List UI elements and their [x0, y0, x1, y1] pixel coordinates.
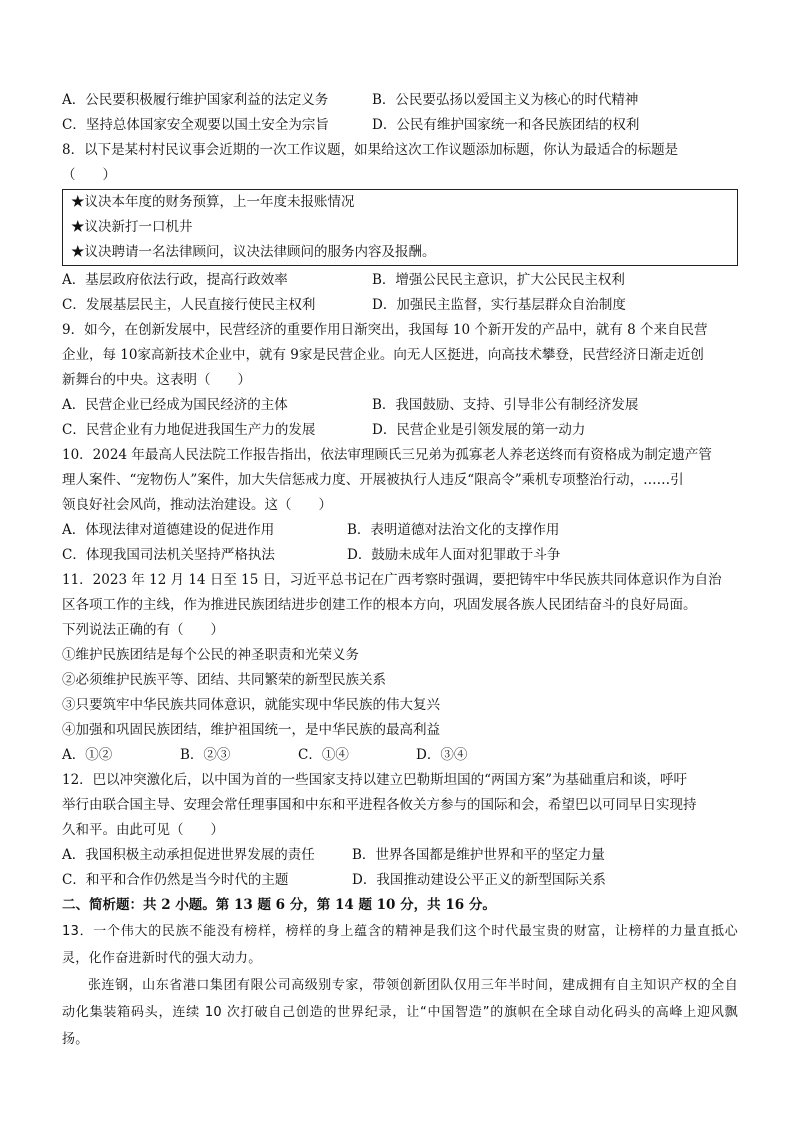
q11-stem-line1: 11．2023 年 12 月 14 日至 15 日，习近平总书记在广西考察时强调，要把铸牢中华民族共同体意识作为自治 — [62, 572, 722, 588]
q10-stem-line2: 理人案件、“宠物伤人”案件，加大失信惩戒力度、开展被执行人违反“限高令”乘机专项整治行动，……引 — [62, 472, 684, 488]
q8-agenda-item: ★议决本年度的财务预算，上一年度未报账情况 — [71, 194, 355, 210]
q8-stem-line2: （ ） — [62, 167, 116, 183]
q9-stem-line3: 新舞台的中央。这表明（ ） — [62, 372, 251, 388]
q12-stem-line1: 12．巴以冲突激化后，以中国为首的一些国家支持以建立巴勒斯坦国的“两国方案”为基础重启和谈，呼吁 — [62, 772, 687, 788]
q13-paragraph-2: 张连钢，山东省港口集团有限公司高级别专家，带领创新团队仅用三年半时间，建成拥有自主知识产权的全自动化集装箱码头，连续 10 次打破自己创造的世界纪录，让“中国智造”的旗帜在全球自动化码头的高峰上迎风飘扬。 — [62, 978, 738, 1047]
q7-option-c[interactable]: C．坚持总体国家安全观要以国土安全为宗旨 — [62, 117, 329, 133]
q9-option-b[interactable]: B．我国鼓励、支持、引导非公有制经济发展 — [372, 397, 639, 413]
q8-option-d[interactable]: D．加强民主监督，实行基层群众自治制度 — [372, 297, 626, 313]
q10-option-d[interactable]: D．鼓励未成年人面对犯罪敢于斗争 — [347, 547, 561, 563]
q11-option-d[interactable]: D．③④ — [416, 747, 468, 763]
q9-stem-line2: 企业，每 10家高新技术企业中，就有 9家是民营企业。向无人区挺进，向高技术攀登，民营经济日渐走近创 — [62, 347, 704, 363]
q10-stem-line1: 10．2024 年最高人民法院工作报告指出，依法审理顾氏三兄弟为孤寡老人养老送终而有资格成为制定遗产管 — [62, 447, 712, 463]
q7-option-a[interactable]: A．公民要积极履行维护国家利益的法定义务 — [62, 92, 329, 108]
q9-options-row1 — [62, 393, 738, 418]
q12-stem-line2: 举行由联合国主导、安理会常任理事国和中东和平进程各攸关方参与的国际和会，希望巴以可同早日实现持 — [62, 797, 697, 813]
q8-options-row1 — [62, 268, 738, 293]
q8-option-b[interactable]: B．增强公民民主意识，扩大公民民主权利 — [372, 272, 625, 288]
q8-options-row2 — [62, 293, 738, 318]
q13-material — [62, 918, 738, 1053]
q13-paragraph-1: 13．一个伟大的民族不能没有榜样，榜样的身上蕴含的精神是我们这个时代最宝贵的财富，让榜样的力量直抵心灵，化作奋进新时代的强大动力。 — [62, 924, 738, 966]
q11-option-b[interactable]: B．②③ — [180, 747, 231, 763]
q10-option-a[interactable]: A．体现法律对道德建设的促进作用 — [62, 522, 275, 538]
q10-stem-line3: 领良好社会风尚，推动法治建设。这（ ） — [62, 497, 332, 513]
q12-options-row2 — [62, 868, 738, 893]
q9-options-row2 — [62, 418, 738, 443]
q9-option-d[interactable]: D．民营企业是引领发展的第一动力 — [372, 422, 586, 438]
q8-stem-line1: 8．以下是某村村民议事会近期的一次工作议题，如果给这次工作议题添加标题，你认为最适合的标题是 — [62, 142, 679, 158]
q11-option-c[interactable]: C．①④ — [298, 747, 349, 763]
q8-option-a[interactable]: A．基层政府依法行政，提高行政效率 — [62, 272, 288, 288]
q11-options-row — [62, 743, 738, 768]
q11-option-a[interactable]: A．①② — [62, 747, 113, 763]
q11-statement: ④加强和巩固民族团结，维护祖国统一，是中华民族的最高利益 — [62, 722, 440, 738]
exam-page — [62, 88, 738, 1053]
q10-option-b[interactable]: B．表明道德对法治文化的支撑作用 — [347, 522, 560, 538]
q9-option-a[interactable]: A．民营企业已经成为国民经济的主体 — [62, 397, 288, 413]
q11-stem-line3: 下列说法正确的有（ ） — [62, 622, 224, 638]
q9-option-c[interactable]: C．民营企业有力地促进我国生产力的发展 — [62, 422, 316, 438]
q12-option-d[interactable]: D．我国推动建设公平正义的新型国际关系 — [352, 872, 606, 888]
q11-statement: ①维护民族团结是每个公民的神圣职责和光荣义务 — [62, 647, 359, 663]
q8-agenda-item: ★议决聘请一名法律顾问，议决法律顾问的服务内容及报酬。 — [71, 244, 436, 260]
q7-option-b[interactable]: B．公民要弘扬以爱国主义为核心的时代精神 — [372, 92, 639, 108]
q11-statement: ③只要筑牢中华民族共同体意识，就能实现中华民族的伟大复兴 — [62, 697, 440, 713]
q8-agenda-box — [62, 189, 738, 266]
q9-stem-line1: 9．如今，在创新发展中，民营经济的重要作用日渐突出，我国每 10 个新开发的产品中，就有 8 个来自民营 — [62, 322, 708, 338]
q8-option-c[interactable]: C．发展基层民主，人民直接行使民主权利 — [62, 297, 316, 313]
q12-option-c[interactable]: C．和平和合作仍然是当今时代的主题 — [62, 872, 289, 888]
q10-options-row1 — [62, 518, 738, 543]
q8-agenda-item: ★议决新打一口机井 — [71, 219, 193, 235]
q12-option-a[interactable]: A．我国积极主动承担促进世界发展的责任 — [62, 847, 315, 863]
q12-stem-line3: 久和平。由此可见（ ） — [62, 822, 224, 838]
q7-option-d[interactable]: D．公民有维护国家统一和各民族团结的权利 — [372, 117, 640, 133]
section-2-title: 二、简析题：共 2 小题。第 13 题 6 分，第 14 题 10 分，共 16 分。 — [62, 897, 496, 913]
q7-options-row2 — [62, 113, 738, 138]
q11-stem-line2: 区各项工作的主线，作为推进民族团结进步创建工作的根本方向，巩固发展各族人民团结奋斗的良好局面。 — [62, 597, 697, 613]
q10-option-c[interactable]: C．体现我国司法机关坚持严格执法 — [62, 547, 275, 563]
q11-statement: ②必须维护民族平等、团结、共同繁荣的新型民族关系 — [62, 672, 386, 688]
q10-options-row2 — [62, 543, 738, 568]
q12-option-b[interactable]: B．世界各国都是维护世界和平的坚定力量 — [352, 847, 605, 863]
q12-options-row1 — [62, 843, 738, 868]
q7-options-row1 — [62, 88, 738, 113]
